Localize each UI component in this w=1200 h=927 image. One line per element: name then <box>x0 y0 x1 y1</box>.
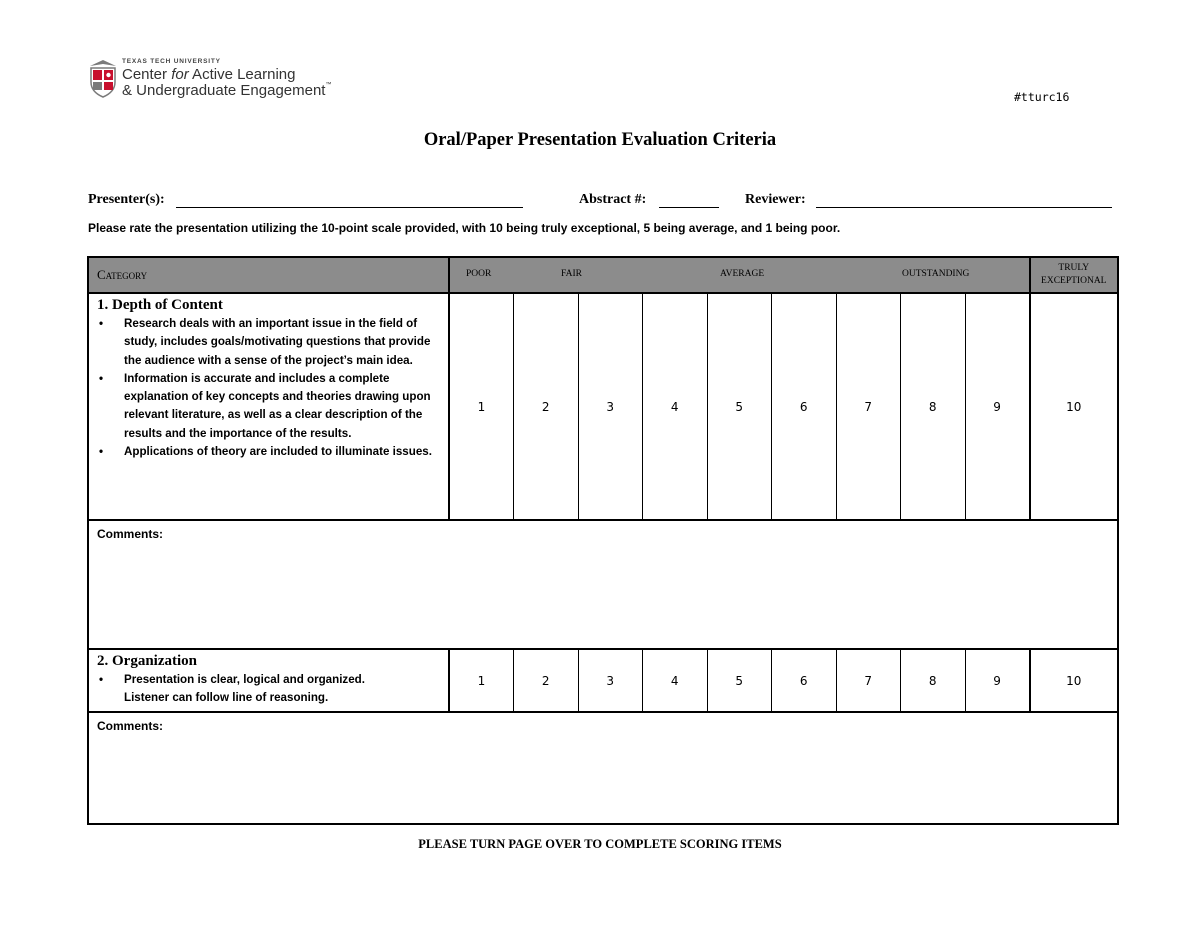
score-cell-9[interactable]: 9 <box>965 293 1030 520</box>
form-fields <box>88 192 1112 212</box>
hashtag-text: #tturc16 <box>1014 90 1070 104</box>
category-title: 2. Organization <box>97 653 197 669</box>
score-cell-3[interactable]: 3 <box>578 293 643 520</box>
score-cell-10[interactable]: 10 <box>1030 649 1119 712</box>
category-row-depth <box>88 293 1118 520</box>
score-cell-2[interactable]: 2 <box>514 649 579 712</box>
exceptional-header <box>1030 257 1119 293</box>
score-cell-6[interactable]: 6 <box>772 293 837 520</box>
category-description <box>88 649 449 712</box>
score-cell-7[interactable]: 7 <box>836 293 901 520</box>
score-cell-7[interactable]: 7 <box>836 649 901 712</box>
scale-header <box>449 257 1030 293</box>
criteria-bullet: • Research deals with an important issue in the field of study, includes goals/motivating questions that provide the audience with a sense of the project’s main idea. <box>124 315 440 370</box>
score-cell-1[interactable]: 1 <box>449 649 514 712</box>
criteria-bullet: • Presentation is clear, logical and organized. Listener can follow line of reasoning. <box>124 671 440 708</box>
criteria-bullet: • Applications of theory are included to illuminate issues. <box>124 443 440 461</box>
presenter-label: Presenter(s): <box>88 192 165 207</box>
abstract-label: Abstract #: <box>579 192 647 207</box>
truly-label: TRULY <box>1058 263 1090 273</box>
page-title: Oral/Paper Presentation Evaluation Criteria <box>423 130 777 150</box>
reviewer-label: Reviewer: <box>745 192 806 207</box>
reviewer-field[interactable] <box>816 207 1112 208</box>
score-cell-5[interactable]: 5 <box>707 649 772 712</box>
score-cell-6[interactable]: 6 <box>772 649 837 712</box>
score-cell-5[interactable]: 5 <box>707 293 772 520</box>
score-cell-4[interactable]: 4 <box>643 293 708 520</box>
category-row-organization <box>88 649 1118 712</box>
average-header: AVERAGE <box>720 269 765 279</box>
university-name: TEXAS TECH UNIVERSITY <box>122 58 221 65</box>
score-cell-9[interactable]: 9 <box>965 649 1030 712</box>
instructions-text: Please rate the presentation utilizing the 10-point scale provided, with 10 being truly exceptional, 5 being average, and 1 being poor. <box>88 221 841 235</box>
exceptional-label: EXCEPTIONAL <box>1041 276 1107 286</box>
evaluation-table <box>87 256 1119 825</box>
seal-icon <box>88 58 118 98</box>
score-cell-8[interactable]: 8 <box>901 649 966 712</box>
comments-area[interactable] <box>88 520 1118 649</box>
footer-note: PLEASE TURN PAGE OVER TO COMPLETE SCORING ITEMS <box>418 837 782 851</box>
abstract-field[interactable] <box>659 207 719 208</box>
comments-row-organization <box>88 712 1118 824</box>
comments-row-depth <box>88 520 1118 649</box>
score-cell-3[interactable]: 3 <box>578 649 643 712</box>
score-cell-2[interactable]: 2 <box>514 293 579 520</box>
outstanding-header: OUTSTANDING <box>902 269 970 279</box>
score-cell-8[interactable]: 8 <box>901 293 966 520</box>
score-cell-10[interactable]: 10 <box>1030 293 1119 520</box>
comments-label: Comments: <box>97 719 164 733</box>
criteria-bullet: • Information is accurate and includes a complete explanation of key concepts and theories drawing upon relevant literature, as well as a clear description of the results and the importance of the results. <box>124 370 440 443</box>
university-logo <box>88 56 348 100</box>
table-header-row <box>88 257 1118 293</box>
center-name-line1: Center for Active Learning <box>122 66 296 83</box>
score-cell-1[interactable]: 1 <box>449 293 514 520</box>
presenter-field[interactable] <box>176 207 523 208</box>
score-cell-4[interactable]: 4 <box>643 649 708 712</box>
center-name-line2: & Undergraduate Engagement™ <box>122 82 332 99</box>
category-header: Category <box>88 257 449 293</box>
comments-area[interactable] <box>88 712 1118 824</box>
category-title: 1. Depth of Content <box>97 297 223 313</box>
category-description <box>88 293 449 520</box>
poor-header: POOR <box>466 269 492 279</box>
fair-header: FAIR <box>561 269 582 279</box>
comments-label: Comments: <box>97 527 164 541</box>
